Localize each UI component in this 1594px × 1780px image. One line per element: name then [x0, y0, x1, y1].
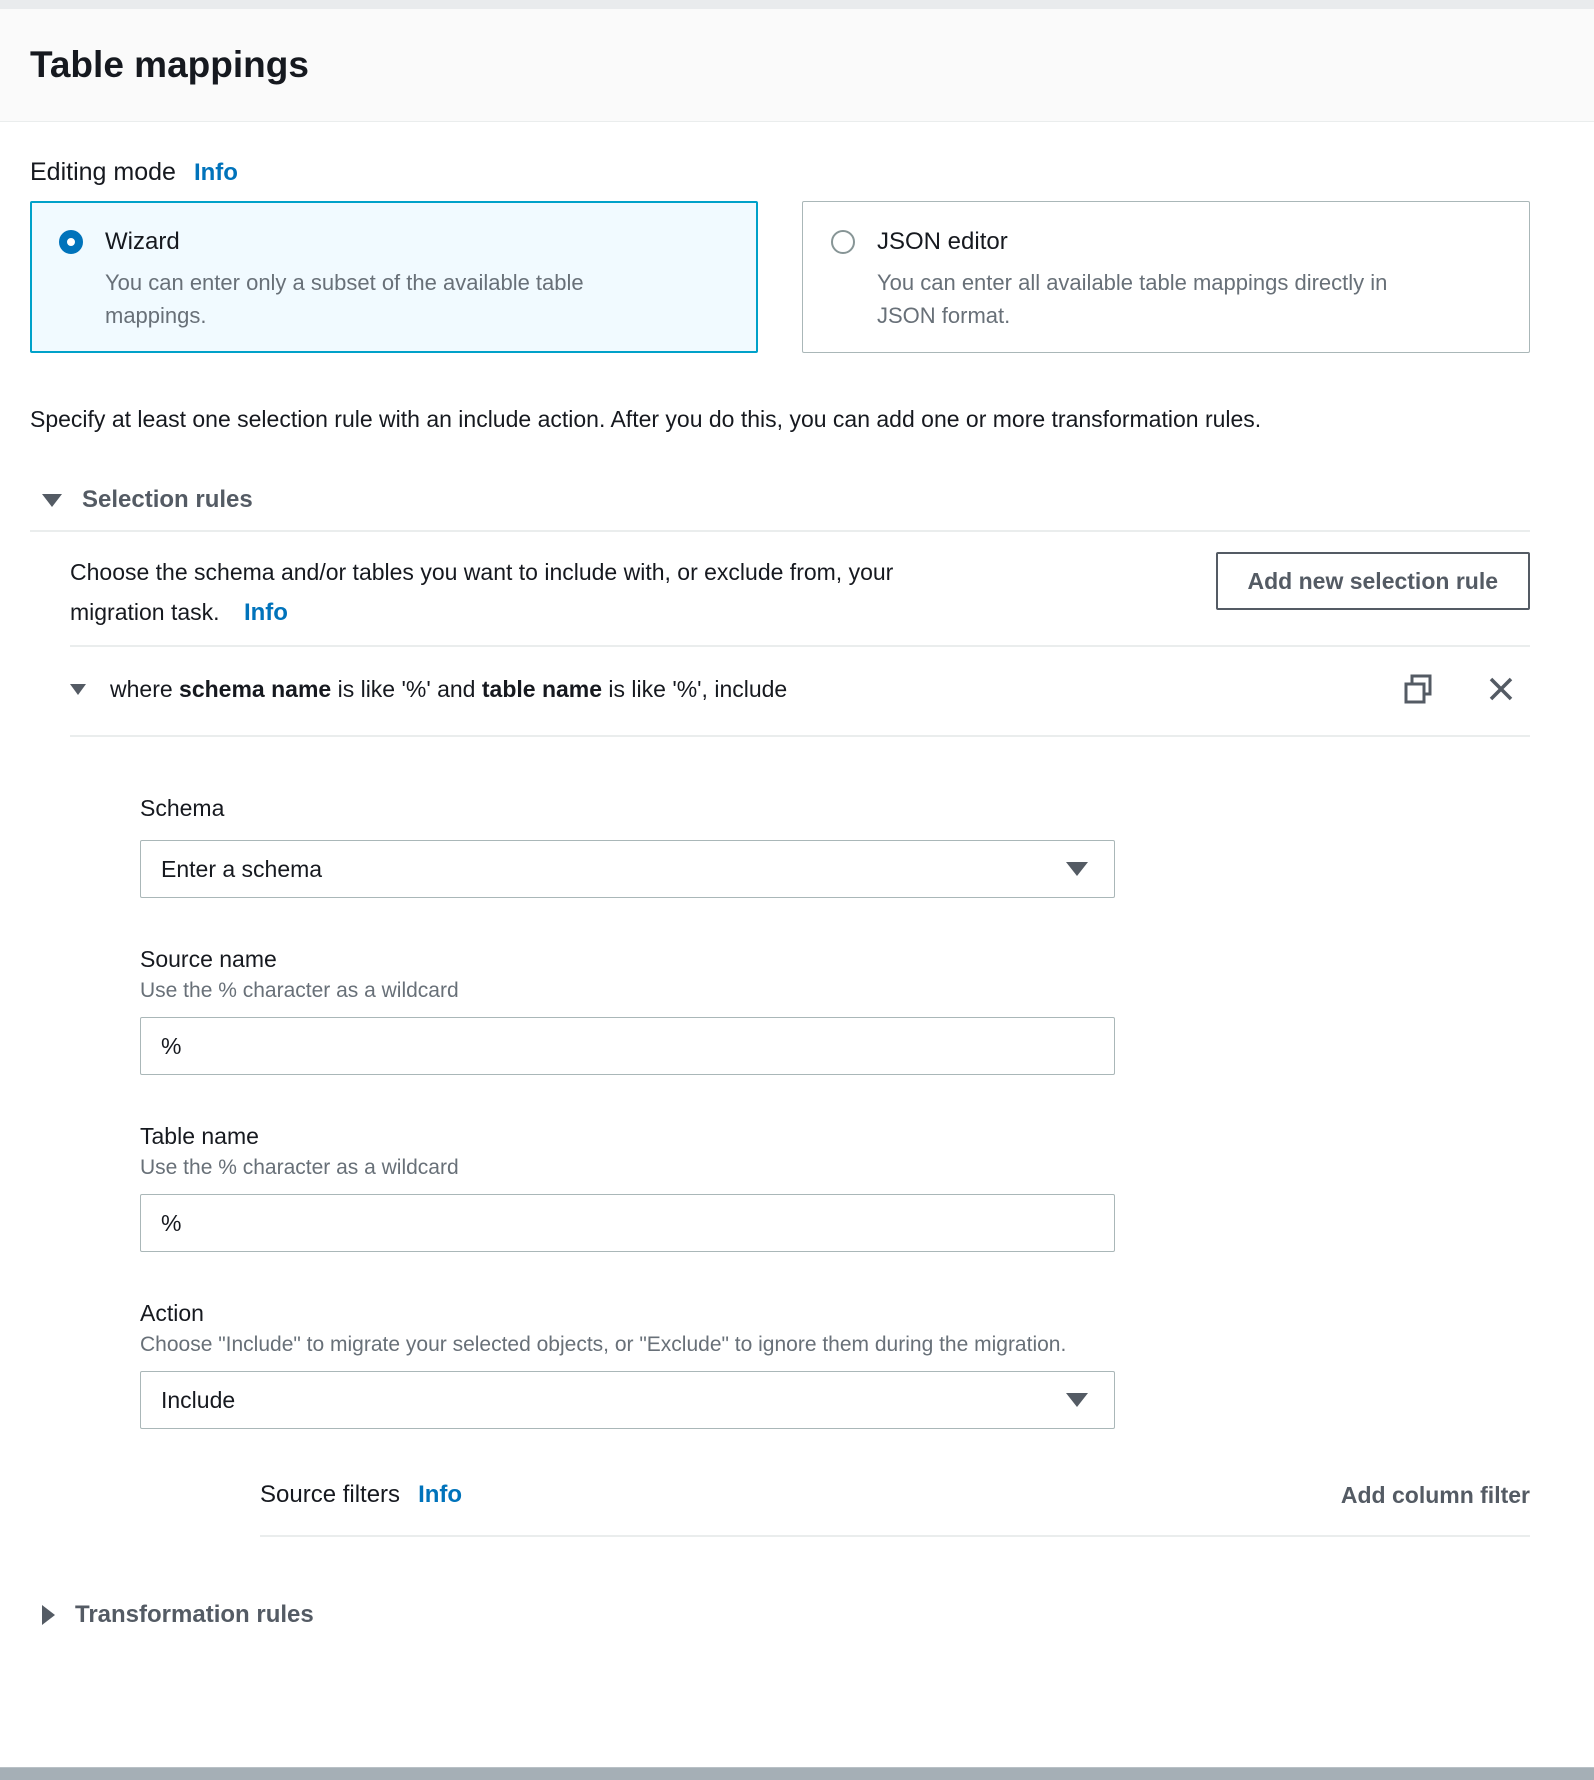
source-name-field-group: [140, 946, 1530, 1075]
add-column-filter-button[interactable]: Add column filter: [1340, 1481, 1530, 1508]
selection-rules-description-row: [70, 552, 1530, 633]
page-title: Table mappings: [30, 44, 309, 85]
action-field-group: [140, 1300, 1530, 1429]
selection-rules-section-toggle[interactable]: [30, 486, 1530, 514]
panel-content: [0, 158, 1594, 1629]
source-filters-row: [30, 1481, 1530, 1509]
rule-summary-mid: is like '%' and: [331, 675, 482, 702]
intro-text: Specify at least one selection rule with an include action. After you do this, you can add one or more transformation rules.: [30, 406, 1262, 432]
divider: [70, 735, 1530, 737]
selection-rules-title: Selection rules: [82, 486, 253, 513]
chevron-down-icon: [42, 494, 62, 507]
wizard-option-description: You can enter only a subset of the available table mappings.: [105, 270, 584, 328]
chevron-down-icon: [1066, 1393, 1088, 1407]
rule-summary-prefix: where: [110, 675, 180, 702]
json-option-head: [831, 228, 1501, 256]
action-helper: Choose "Include" to migrate your selected objects, or "Exclude" to ignore them during the migration.: [140, 1333, 1067, 1356]
action-select[interactable]: [140, 1371, 1115, 1429]
rule-summary-suffix: is like '%', include: [602, 675, 788, 702]
editing-mode-option-wizard[interactable]: [30, 201, 758, 353]
rule-actions: [1402, 673, 1530, 705]
add-new-selection-rule-button[interactable]: Add new selection rule: [1216, 552, 1531, 610]
table-name-helper: Use the % character as a wildcard: [140, 1156, 459, 1179]
transformation-rules-section-toggle[interactable]: [30, 1601, 1530, 1629]
action-select-value: Include: [161, 1386, 236, 1413]
rule-summary-table-field: table name: [481, 675, 603, 702]
editing-mode-options: [30, 201, 1530, 353]
divider: [260, 1535, 1530, 1537]
selection-rules-info-link[interactable]: Info: [243, 599, 288, 626]
wizard-option-head: [59, 228, 729, 256]
source-name-helper: Use the % character as a wildcard: [140, 979, 459, 1002]
editing-mode-option-json-editor[interactable]: [802, 201, 1530, 353]
selection-rules-description-text: Choose the schema and/or tables you want to include with, or exclude from, your migration task.: [70, 559, 894, 625]
copy-icon: [1402, 673, 1434, 705]
json-option-description: You can enter all available table mappings directly in JSON format.: [877, 270, 1388, 328]
divider: [30, 530, 1530, 532]
table-name-label: Table name: [140, 1123, 259, 1149]
source-name-input[interactable]: [140, 1017, 1115, 1075]
schema-select-value: Enter a schema: [161, 855, 323, 882]
source-filters-info-link[interactable]: Info: [418, 1481, 463, 1508]
chevron-down-icon: [1066, 862, 1088, 876]
selection-rules-description: [70, 552, 970, 633]
rule-summary-schema-field: schema name: [179, 675, 332, 702]
transformation-rules-title: Transformation rules: [75, 1601, 314, 1628]
chevron-right-icon: [42, 1605, 55, 1625]
close-icon: [1486, 674, 1516, 704]
table-name-input[interactable]: [140, 1194, 1115, 1252]
schema-select[interactable]: [140, 840, 1115, 898]
editing-mode-row: [30, 158, 1530, 187]
footer-bar: [0, 1767, 1594, 1780]
table-name-field-group: [140, 1123, 1530, 1252]
editing-mode-label: Editing mode: [30, 158, 176, 186]
json-option-label: JSON editor: [877, 228, 1008, 255]
source-name-label: Source name: [140, 946, 277, 972]
rule-summary-text: [110, 676, 787, 703]
editing-mode-info-link[interactable]: Info: [193, 159, 238, 186]
remove-rule-button[interactable]: [1486, 674, 1516, 704]
source-filters-label: Source filters: [260, 1481, 401, 1508]
schema-label: Schema: [140, 795, 225, 821]
radio-selected-icon[interactable]: [59, 230, 83, 254]
wizard-option-label: Wizard: [105, 228, 180, 255]
page-background-strip: [0, 0, 1594, 9]
action-label: Action: [140, 1300, 204, 1326]
selection-rule-summary-row: [70, 647, 1530, 735]
panel-header: [0, 9, 1594, 122]
schema-field-group: [140, 795, 1530, 898]
rule-chevron-down-icon[interactable]: [70, 684, 86, 695]
selection-rule-form: [30, 795, 1530, 1429]
copy-rule-button[interactable]: [1402, 673, 1434, 705]
radio-unselected-icon[interactable]: [831, 230, 855, 254]
